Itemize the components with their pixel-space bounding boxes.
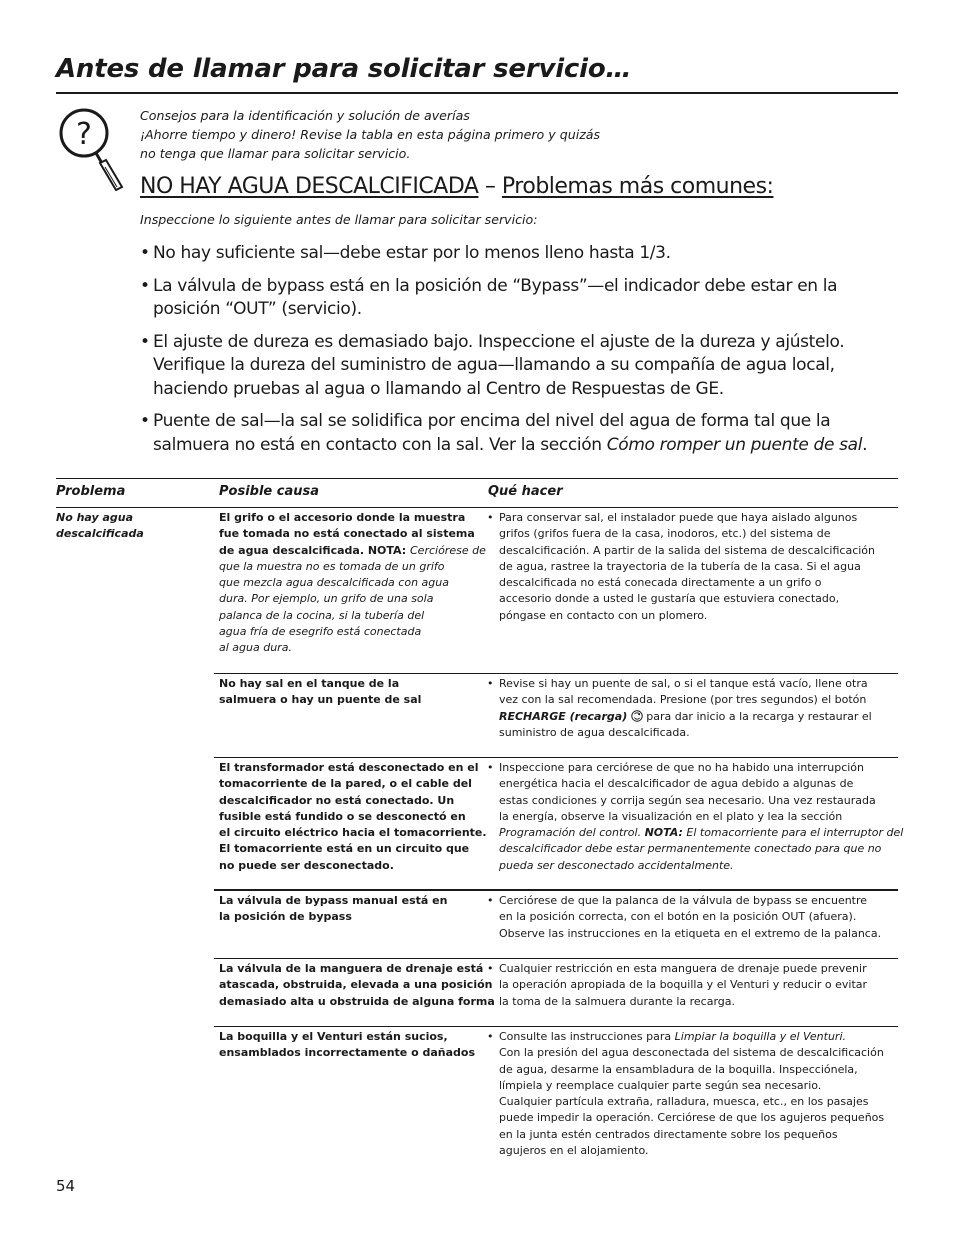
bullet-line	[153, 434, 900, 458]
cause-line: La boquilla y el Venturi están sucios,	[219, 1030, 448, 1043]
intro-line: no tenga que llamar para solicitar servicio.	[140, 146, 411, 161]
action-line: Inspeccione para cerciórese de que no ha habido una interrupción	[499, 761, 865, 774]
svg-text:?: ?	[76, 117, 92, 152]
bullet-line: • La válvula de bypass está en la posición de “Bypass”—el indicador debe estar en la	[153, 275, 838, 296]
action-reference: Limpiar la boquilla y el Venturi.	[674, 1030, 847, 1043]
action-line: póngase en contacto con un plomero.	[499, 608, 708, 622]
action-line: Observe las instrucciones en la etiqueta en el extremo de la palanca.	[499, 926, 882, 940]
action-line: Cualquier partícula extraña, ralladura, muesca, etc., en los pasajes	[499, 1095, 869, 1109]
action-line: en la posición correcta, con el botón en la posición OUT (afuera).	[499, 910, 857, 924]
cause-cell	[219, 760, 487, 874]
cause-cell	[219, 510, 486, 657]
cause-line: El grifo o el accesorio donde la muestra	[219, 511, 466, 524]
bullet-icon: •	[487, 894, 494, 907]
action-line: Para conservar sal, el instalador puede que haya aislado algunos	[499, 511, 858, 524]
action-line: accesorio donde a usted le gustaría que estuviera conectado,	[499, 592, 840, 606]
bullet-icon: •	[487, 511, 494, 524]
column-header-action: Qué hacer	[488, 484, 563, 499]
problem-line: descalcificada	[56, 527, 144, 541]
bullet-icon: •	[487, 962, 494, 975]
problem-line: No hay agua	[56, 511, 134, 524]
cause-line: palanca de la cocina, si la tubería del	[219, 608, 425, 622]
action-line: Cualquier restricción en esta manguera de drenaje puede prevenir	[499, 962, 867, 975]
bullet-line: Verifique la dureza del suministro de agua—llamando a su compañía de agua local,	[153, 355, 835, 375]
action-line: la toma de la salmuera durante la recarga.	[499, 994, 736, 1008]
bullet-line: • El ajuste de dureza es demasiado bajo. Inspeccione el ajuste de la dureza y ajústelo.	[153, 331, 845, 352]
action-text	[499, 510, 875, 624]
cause-line: ensamblados incorrectamente o dañados	[219, 1046, 476, 1060]
cause-text: de agua descalcificada. NOTA:	[219, 543, 410, 557]
cause-line: La válvula de la manguera de drenaje está	[219, 962, 484, 975]
cause-line: al agua dura.	[219, 641, 292, 655]
row-divider	[214, 673, 898, 674]
action-note: El tomacorriente para el interruptor del	[682, 826, 904, 840]
cause-line: El transformador está desconectado en el	[219, 761, 479, 774]
cause-line: fusible está fundido o se desconectó en	[219, 809, 466, 823]
page-number: 54	[56, 1177, 76, 1195]
cause-line: La válvula de bypass manual está en	[219, 894, 448, 907]
action-text	[499, 676, 872, 741]
bullet-text: salmuera no está en contacto con la sal. Ver la sección	[153, 434, 607, 455]
cause-line	[219, 543, 486, 559]
intro-line: Consejos para la identificación y solución de averías	[140, 108, 470, 123]
action-line: agujeros en el alojamiento.	[499, 1144, 649, 1158]
action-line: vez con la sal recomendada. Presione (por tres segundos) el botón	[499, 693, 867, 707]
action-line: de agua, rastree la trayectoria de la tubería de la casa. Si el agua	[499, 559, 861, 573]
action-line: Revise si hay un puente de sal, o si el tanque está vacío, llene otra	[499, 677, 868, 690]
bullet-line: • Puente de sal—la sal se solidifica por encima del nivel del agua de forma tal que la	[153, 411, 831, 431]
cause-line: el circuito eléctrico hacia el tomacorriente.	[219, 826, 487, 840]
column-header-cause: Posible causa	[219, 484, 320, 499]
cause-line: tomacorriente de la pared, o el cable del	[219, 777, 472, 791]
bullet-line: posición “OUT” (servicio).	[153, 299, 362, 319]
bullet-icon: •	[487, 761, 494, 774]
cause-cell	[219, 676, 479, 709]
action-line	[499, 825, 903, 841]
intro-text	[140, 106, 700, 163]
cause-line: atascada, obstruida, elevada a una posición	[219, 978, 493, 992]
column-header-problem: Problema	[56, 484, 126, 499]
common-problems-list	[140, 242, 900, 466]
action-line: descalcificador debe estar permanentemente conectado para que no	[499, 842, 882, 856]
cause-cell	[219, 893, 479, 926]
action-line: la energía, observe la visualización en el plato y lea la sección	[499, 809, 843, 823]
list-item	[140, 242, 900, 266]
action-line: de agua, desarme la ensambladura de la boquilla. Inspecciónela,	[499, 1062, 858, 1076]
action-line: la operación apropiada de la boquilla y el Venturi y reducir o evitar	[499, 978, 868, 992]
action-line: Con la presión del agua desconectada del sistema de descalcificación	[499, 1046, 884, 1060]
bullet-line: • No hay suficiente sal—debe estar por lo menos lleno hasta 1/3.	[153, 243, 671, 263]
action-text	[499, 1029, 884, 1159]
title-rule	[56, 92, 898, 94]
cause-note: Cerciórese de	[410, 543, 486, 557]
cause-line: salmuera o hay un puente de sal	[219, 693, 422, 707]
action-line: puede impedir la operación. Cerciórese de que los agujeros pequeños	[499, 1111, 885, 1125]
action-line: suministro de agua descalcificada.	[499, 725, 690, 739]
row-divider	[214, 1026, 898, 1027]
bullet-text-end: .	[862, 434, 868, 455]
row-divider	[214, 958, 898, 959]
cause-line: agua fría de esegrifo está conectada	[219, 625, 422, 639]
list-item	[140, 275, 900, 322]
action-line: grifos (grifos fuera de la casa, inodoros, etc.) del sistema de	[499, 527, 831, 541]
cause-line: demasiado alta u obstruida de alguna forma	[219, 994, 495, 1008]
action-line: energética hacia el descalcificador de agua debido a algunas de	[499, 777, 854, 791]
cause-line: no puede ser desconectado.	[219, 858, 394, 872]
cause-line: fue tomada no está conectado al sistema	[219, 527, 475, 541]
action-text	[499, 893, 881, 942]
action-line: pueda ser desconectado accidentalmente.	[499, 858, 734, 872]
action-line: Cerciórese de que la palanca de la válvula de bypass se encuentre	[499, 894, 868, 907]
action-line: descalcificada no está conecada directamente a un grifo o	[499, 576, 822, 590]
page-title: Antes de llamar para solicitar servicio…	[56, 54, 632, 84]
row-divider	[214, 757, 898, 758]
cause-line: El tomacorriente está en un circuito que	[219, 842, 470, 856]
action-text	[499, 961, 867, 1010]
action-line: límpiela y reemplace cualquier parte según sea necesario.	[499, 1078, 822, 1092]
section-heading	[140, 174, 773, 199]
action-line: descalcificación. A partir de la salida del sistema de descalcificación	[499, 543, 875, 557]
action-text	[499, 760, 903, 874]
bullet-reference: Cómo romper un puente de sal	[606, 434, 863, 455]
cause-line: dura. Por ejemplo, un grifo de una sola	[219, 592, 434, 606]
action-note-label: NOTA:	[644, 826, 683, 840]
list-item	[140, 410, 900, 457]
section-subheading: Inspeccione lo siguiente antes de llamar para solicitar servicio:	[140, 212, 538, 227]
recharge-button-label: RECHARGE (recarga)	[499, 709, 628, 723]
intro-line: ¡Ahorre tiempo y dinero! Revise la tabla en esta página primero y quizás	[140, 127, 601, 142]
bullet-icon: •	[487, 677, 494, 690]
question-magnifier-icon	[56, 103, 128, 191]
action-line	[499, 1029, 884, 1045]
action-line: en la junta estén centrados directamente sobre los pequeños	[499, 1127, 838, 1141]
section-heading-dash: –	[478, 174, 502, 199]
bullet-icon: •	[487, 1030, 494, 1043]
section-heading-part2: Problemas más comunes:	[501, 174, 774, 199]
row-divider	[214, 889, 898, 891]
problem-cell	[56, 510, 144, 543]
bullet-line: haciendo pruebas al agua o llamando al Centro de Respuestas de GE.	[153, 378, 724, 399]
action-line: estas condiciones y corrija según sea necesario. Una vez restaurada	[499, 793, 876, 807]
table-header-row	[56, 478, 898, 508]
action-text-start: Consulte las instrucciones para	[499, 1030, 675, 1043]
cause-line: que mezcla agua descalcificada con agua	[219, 576, 449, 590]
cause-line: descalcificador no está conectado. Un	[219, 793, 455, 807]
cause-cell	[219, 1029, 479, 1062]
recharge-icon	[631, 710, 643, 722]
action-line	[499, 709, 872, 725]
action-reference: Programación del control.	[499, 826, 645, 840]
action-text-after-icon: para dar inicio a la recarga y restaurar el	[642, 709, 872, 723]
cause-line: que la muestra no es tomada de un grifo	[219, 559, 445, 573]
cause-cell	[219, 961, 495, 1010]
cause-line: la posición de bypass	[219, 910, 352, 924]
cause-line: No hay sal en el tanque de la	[219, 677, 400, 690]
list-item	[140, 331, 900, 402]
section-heading-part1: NO HAY AGUA DESCALCIFICADA	[140, 174, 479, 199]
